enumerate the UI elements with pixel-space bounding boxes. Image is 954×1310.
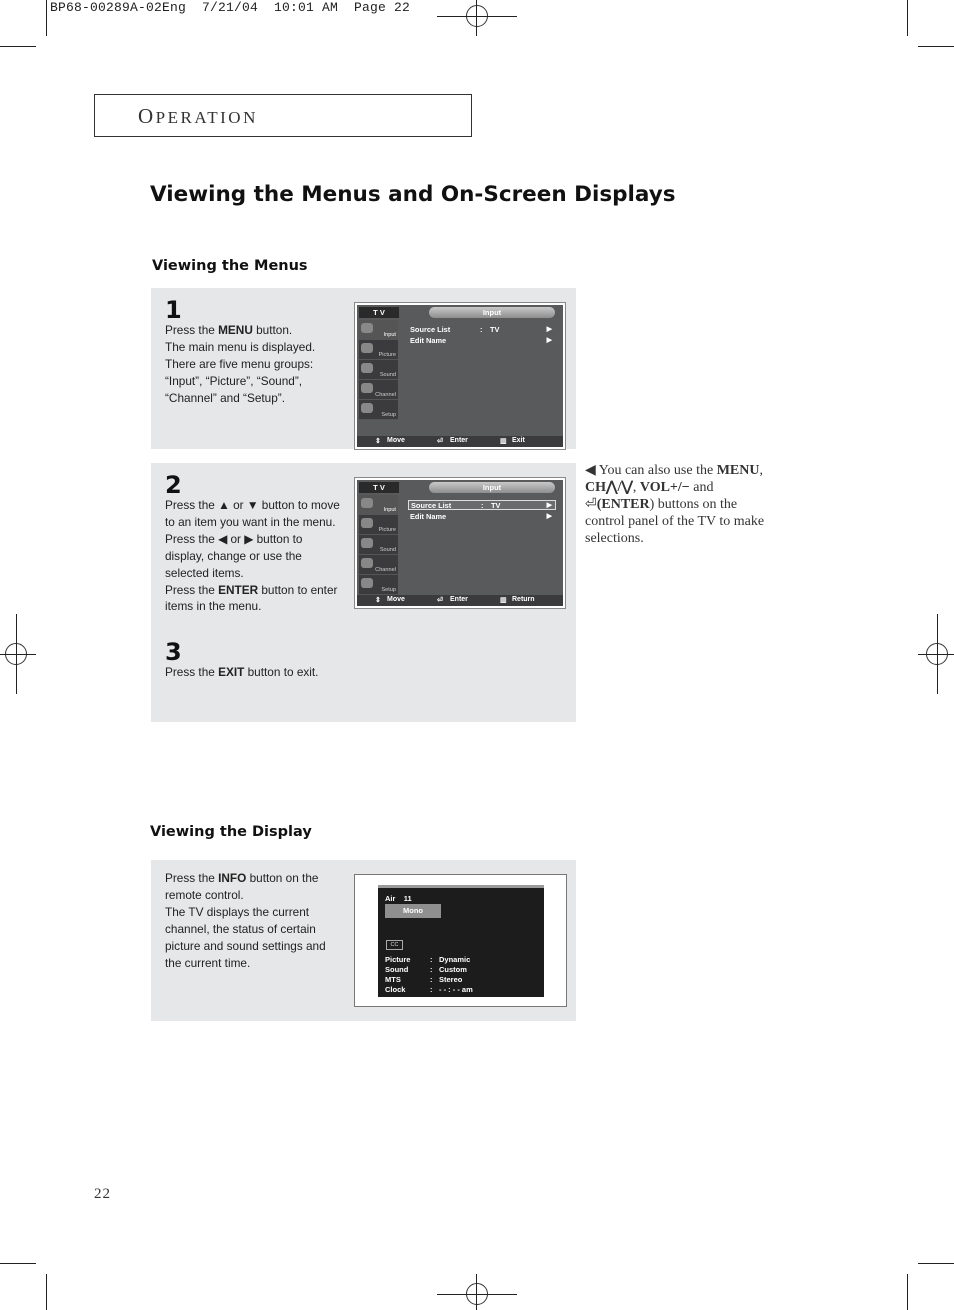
tv-menu-screen — [357, 480, 563, 606]
enter-icon: ⏎ — [585, 497, 597, 512]
footer-move: Move — [387, 437, 405, 444]
input-icon — [361, 498, 373, 508]
move-icon: ⇕ — [375, 438, 381, 445]
crop-mark — [918, 46, 954, 47]
registration-line — [437, 16, 517, 17]
display-line3: The TV displays the current — [165, 904, 310, 919]
step2-line1: Press the ▲ or ▼ button to move — [165, 498, 340, 512]
registration-line — [0, 654, 36, 655]
section-label-initial: O — [138, 104, 156, 128]
enter-icon: ⏎ — [437, 438, 443, 445]
footer-return: Return — [512, 596, 535, 603]
tv-menu-screenshot-2 — [354, 477, 566, 609]
sound-icon — [361, 363, 373, 373]
step1-line3: There are five menu groups: — [165, 356, 314, 371]
step2-text — [165, 497, 340, 615]
info-screen: Air 11 Mono CC Picture : Dynamic Sound : Custom MTS : Stereo Clock : - - : - - am — [378, 885, 544, 997]
menu-row-source-list: Source List : TV ▶ — [410, 325, 552, 334]
tv-label: T V — [359, 482, 399, 493]
picture-icon — [361, 343, 373, 353]
footer-exit: Exit — [512, 437, 525, 444]
menu-footer — [357, 436, 563, 447]
registration-line — [437, 1294, 517, 1295]
arrow-right-icon: ▶ — [546, 326, 552, 333]
setup-icon — [361, 403, 373, 413]
menu-sidebar — [359, 320, 398, 419]
display-line1: Press the INFO button on the — [165, 871, 319, 885]
crop-mark — [46, 0, 47, 36]
print-slug: BP68-00289A-02Eng 7/21/04 10:01 AM Page 22 — [50, 0, 411, 15]
step3-number: 3 — [165, 638, 182, 666]
note-ch-arrows: ⋀/⋁ — [606, 480, 633, 495]
menu-header: Input — [429, 307, 555, 318]
registration-line — [937, 614, 938, 694]
arrow-right-icon: ▶ — [546, 502, 552, 509]
sidebar-item-input: Input — [359, 320, 398, 340]
picture-icon — [361, 518, 373, 528]
sound-icon — [361, 538, 373, 548]
note-text-a: ◀ You can also use the — [585, 463, 717, 478]
menu-row-edit-name: Edit Name ▶ — [410, 512, 552, 521]
section-label-rest: PERATION — [155, 108, 258, 127]
menu-row-source-list-selected: Source List : TV ▶ — [408, 500, 556, 510]
channel-icon — [361, 383, 373, 393]
footer-enter: Enter — [450, 596, 468, 603]
registration-line — [16, 614, 17, 694]
move-icon: ⇕ — [375, 597, 381, 604]
menu-footer — [357, 595, 563, 606]
channel-icon — [361, 558, 373, 568]
note-ch: CH — [585, 480, 606, 495]
note-menu: MENU — [716, 463, 760, 478]
info-channel: Air 11 — [385, 894, 412, 903]
menus-heading: Viewing the Menus — [152, 258, 308, 274]
info-mono-badge: Mono — [385, 904, 441, 918]
sidebar-item-channel: Channel — [359, 380, 398, 400]
step2-number: 2 — [165, 471, 182, 499]
step1-line2: The main menu is displayed. — [165, 339, 316, 354]
sidebar-item-sound: Sound — [359, 535, 398, 555]
step2-line5: selected items. — [165, 565, 244, 580]
cc-icon: CC — [386, 940, 403, 950]
section-label — [138, 104, 258, 129]
display-line2: remote control. — [165, 887, 244, 902]
input-icon — [361, 323, 373, 333]
step1-line5: “Channel” and “Setup”. — [165, 390, 286, 405]
footer-enter: Enter — [450, 437, 468, 444]
display-text — [165, 870, 326, 971]
sidebar-item-picture: Picture — [359, 340, 398, 360]
registration-line — [476, 1274, 477, 1310]
display-heading: Viewing the Display — [150, 824, 312, 840]
step2-line2: to an item you want in the menu. — [165, 514, 336, 529]
enter-icon: ⏎ — [437, 597, 443, 604]
arrow-right-icon: ▶ — [546, 337, 552, 344]
sidebar-item-channel: Channel — [359, 555, 398, 575]
footer-move: Move — [387, 596, 405, 603]
crop-mark — [918, 1263, 954, 1264]
sidebar-item-setup: Setup — [359, 575, 398, 595]
setup-icon — [361, 578, 373, 588]
menu-sidebar — [359, 495, 398, 597]
sidebar-item-input: Input — [359, 495, 398, 515]
side-note: ◀ You can also use the MENU, CH⋀/⋁, VOL+/− and ⏎(ENTER) buttons on the control panel of the TV to make selections. — [585, 463, 765, 546]
page-title: Viewing the Menus and On-Screen Displays — [150, 182, 676, 207]
step1-line4: “Input”, “Picture”, “Sound”, — [165, 373, 303, 388]
tv-label: T V — [359, 307, 399, 318]
info-display-screenshot — [354, 874, 567, 1007]
arrow-right-icon: ▶ — [546, 513, 552, 520]
page-number: 22 — [94, 1186, 111, 1202]
step2-line7: items in the menu. — [165, 599, 262, 614]
return-icon: ▥ — [500, 597, 507, 604]
registration-line — [918, 654, 954, 655]
menu-row-edit-name: Edit Name ▶ — [410, 336, 552, 345]
crop-mark — [0, 1263, 36, 1264]
step3-line1: Press the EXIT button to exit. — [165, 665, 319, 679]
display-line6: the current time. — [165, 955, 251, 970]
crop-mark — [907, 0, 908, 36]
step3-text — [165, 664, 318, 681]
crop-mark — [0, 46, 36, 47]
menu-header: Input — [429, 482, 555, 493]
crop-mark — [46, 1274, 47, 1310]
step1-text — [165, 322, 315, 407]
display-line5: picture and sound settings and — [165, 938, 326, 953]
note-enter: (ENTER — [596, 497, 650, 512]
step2-line6: Press the ENTER button to enter — [165, 582, 338, 597]
tv-menu-screen — [357, 305, 563, 447]
step1-line1: Press the MENU button. — [165, 323, 293, 337]
crop-mark — [907, 1274, 908, 1310]
step2-line4: display, change or use the — [165, 548, 302, 563]
step1-number: 1 — [165, 296, 182, 324]
note-vol: VOL+/− — [639, 480, 690, 495]
sidebar-item-picture: Picture — [359, 515, 398, 535]
sidebar-item-setup: Setup — [359, 400, 398, 420]
exit-icon: ▥ — [500, 438, 507, 445]
display-line4: channel, the status of certain — [165, 921, 316, 936]
sidebar-item-sound: Sound — [359, 360, 398, 380]
tv-menu-screenshot-1 — [354, 302, 566, 450]
registration-line — [476, 0, 477, 36]
step2-line3: Press the ◀ or ▶ button to — [165, 531, 303, 546]
